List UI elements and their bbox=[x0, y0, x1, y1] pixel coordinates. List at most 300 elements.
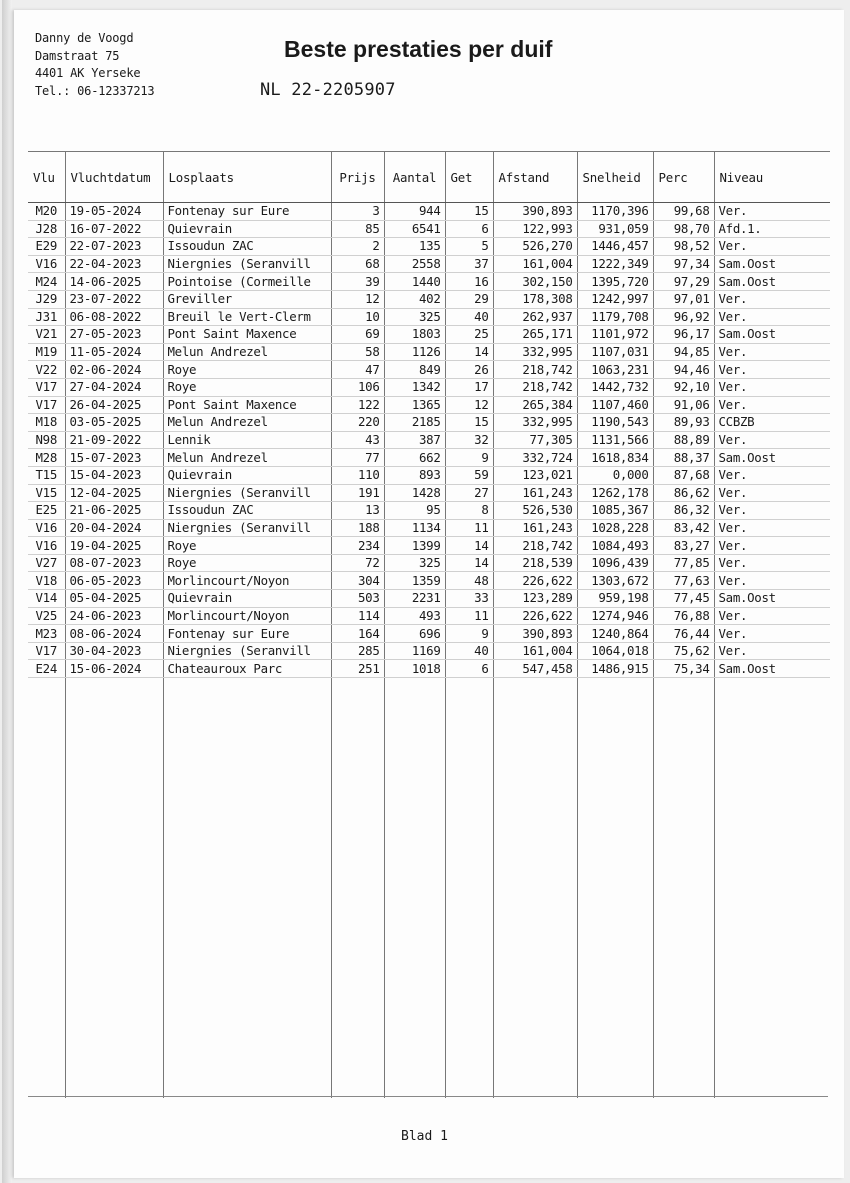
cell-vluchtdatum: 03-05-2025 bbox=[65, 414, 163, 432]
cell-niveau: Sam.Oost bbox=[714, 255, 830, 273]
cell-afstand: 226,622 bbox=[493, 607, 577, 625]
cell-prijs: 285 bbox=[331, 642, 384, 660]
owner-address-block bbox=[35, 30, 154, 100]
table-row bbox=[28, 554, 830, 572]
cell-prijs: 12 bbox=[331, 290, 384, 308]
cell-get: 11 bbox=[445, 607, 493, 625]
cell-losplaats: Breuil le Vert-Clerm bbox=[163, 308, 331, 326]
cell-perc: 91,06 bbox=[653, 396, 714, 414]
cell-snelheid: 1274,946 bbox=[577, 607, 653, 625]
empty-cell bbox=[577, 678, 653, 1099]
column-header-losplaats: Losplaats bbox=[163, 152, 331, 203]
cell-vluchtdatum: 16-07-2022 bbox=[65, 220, 163, 238]
cell-aantal: 849 bbox=[384, 361, 445, 379]
empty-cell bbox=[28, 678, 65, 1099]
cell-niveau: Sam.Oost bbox=[714, 660, 830, 678]
cell-vlu: E29 bbox=[28, 238, 65, 256]
cell-losplaats: Roye bbox=[163, 537, 331, 555]
table-row bbox=[28, 537, 830, 555]
table-row bbox=[28, 572, 830, 590]
table-row bbox=[28, 660, 830, 678]
cell-afstand: 390,893 bbox=[493, 203, 577, 221]
cell-get: 40 bbox=[445, 308, 493, 326]
cell-snelheid: 1446,457 bbox=[577, 238, 653, 256]
cell-aantal: 893 bbox=[384, 466, 445, 484]
cell-niveau: Ver. bbox=[714, 378, 830, 396]
cell-niveau: Sam.Oost bbox=[714, 590, 830, 608]
cell-snelheid: 959,198 bbox=[577, 590, 653, 608]
cell-afstand: 332,724 bbox=[493, 449, 577, 467]
cell-losplaats: Roye bbox=[163, 378, 331, 396]
cell-snelheid: 1222,349 bbox=[577, 255, 653, 273]
cell-losplaats: Fontenay sur Eure bbox=[163, 203, 331, 221]
cell-vlu: T15 bbox=[28, 466, 65, 484]
cell-prijs: 47 bbox=[331, 361, 384, 379]
owner-street: Damstraat 75 bbox=[35, 48, 120, 63]
cell-vluchtdatum: 15-07-2023 bbox=[65, 449, 163, 467]
cell-vlu: V17 bbox=[28, 642, 65, 660]
cell-losplaats: Pont Saint Maxence bbox=[163, 396, 331, 414]
table-row bbox=[28, 238, 830, 256]
cell-losplaats: Niergnies (Seranvill bbox=[163, 642, 331, 660]
cell-snelheid: 1063,231 bbox=[577, 361, 653, 379]
cell-get: 40 bbox=[445, 642, 493, 660]
cell-get: 29 bbox=[445, 290, 493, 308]
cell-prijs: 69 bbox=[331, 326, 384, 344]
cell-losplaats: Niergnies (Seranvill bbox=[163, 255, 331, 273]
cell-niveau: Ver. bbox=[714, 484, 830, 502]
empty-cell bbox=[714, 678, 830, 1099]
cell-vluchtdatum: 21-06-2025 bbox=[65, 502, 163, 520]
table-row bbox=[28, 607, 830, 625]
cell-get: 15 bbox=[445, 203, 493, 221]
cell-afstand: 218,742 bbox=[493, 378, 577, 396]
cell-get: 27 bbox=[445, 484, 493, 502]
table-row bbox=[28, 466, 830, 484]
cell-afstand: 161,243 bbox=[493, 484, 577, 502]
cell-aantal: 1134 bbox=[384, 519, 445, 537]
cell-perc: 89,93 bbox=[653, 414, 714, 432]
cell-afstand: 218,742 bbox=[493, 361, 577, 379]
cell-afstand: 547,458 bbox=[493, 660, 577, 678]
cell-snelheid: 1107,031 bbox=[577, 343, 653, 361]
cell-niveau: Ver. bbox=[714, 572, 830, 590]
empty-cell bbox=[445, 678, 493, 1099]
cell-prijs: 85 bbox=[331, 220, 384, 238]
cell-get: 48 bbox=[445, 572, 493, 590]
cell-niveau: CCBZB bbox=[714, 414, 830, 432]
cell-afstand: 262,937 bbox=[493, 308, 577, 326]
empty-cell bbox=[493, 678, 577, 1099]
table-row bbox=[28, 308, 830, 326]
cell-vluchtdatum: 15-04-2023 bbox=[65, 466, 163, 484]
cell-vlu: M18 bbox=[28, 414, 65, 432]
cell-prijs: 3 bbox=[331, 203, 384, 221]
cell-afstand: 178,308 bbox=[493, 290, 577, 308]
cell-vluchtdatum: 20-04-2024 bbox=[65, 519, 163, 537]
table-empty-area bbox=[28, 678, 830, 1099]
table-row bbox=[28, 431, 830, 449]
cell-afstand: 390,893 bbox=[493, 625, 577, 643]
empty-cell bbox=[653, 678, 714, 1099]
cell-vluchtdatum: 23-07-2022 bbox=[65, 290, 163, 308]
cell-vluchtdatum: 12-04-2025 bbox=[65, 484, 163, 502]
cell-vlu: V16 bbox=[28, 519, 65, 537]
table-row bbox=[28, 484, 830, 502]
cell-prijs: 122 bbox=[331, 396, 384, 414]
cell-afstand: 123,021 bbox=[493, 466, 577, 484]
cell-prijs: 191 bbox=[331, 484, 384, 502]
cell-perc: 98,70 bbox=[653, 220, 714, 238]
cell-niveau: Ver. bbox=[714, 290, 830, 308]
cell-aantal: 696 bbox=[384, 625, 445, 643]
table-row bbox=[28, 361, 830, 379]
cell-perc: 76,88 bbox=[653, 607, 714, 625]
cell-aantal: 135 bbox=[384, 238, 445, 256]
column-header-afstand: Afstand bbox=[493, 152, 577, 203]
table-row bbox=[28, 273, 830, 291]
cell-get: 25 bbox=[445, 326, 493, 344]
cell-afstand: 218,742 bbox=[493, 537, 577, 555]
cell-prijs: 234 bbox=[331, 537, 384, 555]
page-title: Beste prestaties per duif bbox=[284, 36, 553, 62]
cell-prijs: 77 bbox=[331, 449, 384, 467]
cell-perc: 94,46 bbox=[653, 361, 714, 379]
column-header-perc: Perc bbox=[653, 152, 714, 203]
cell-niveau: Ver. bbox=[714, 361, 830, 379]
cell-losplaats: Morlincourt/Noyon bbox=[163, 607, 331, 625]
cell-perc: 86,62 bbox=[653, 484, 714, 502]
cell-snelheid: 1240,864 bbox=[577, 625, 653, 643]
owner-phone: Tel.: 06-12337213 bbox=[35, 83, 155, 98]
cell-losplaats: Melun Andrezel bbox=[163, 414, 331, 432]
column-header-vluchtdatum: Vluchtdatum bbox=[65, 152, 163, 203]
cell-vluchtdatum: 06-08-2022 bbox=[65, 308, 163, 326]
cell-niveau: Ver. bbox=[714, 519, 830, 537]
table-row bbox=[28, 203, 830, 221]
table-row bbox=[28, 326, 830, 344]
cell-losplaats: Issoudun ZAC bbox=[163, 502, 331, 520]
cell-get: 6 bbox=[445, 660, 493, 678]
cell-afstand: 77,305 bbox=[493, 431, 577, 449]
cell-losplaats: Melun Andrezel bbox=[163, 449, 331, 467]
cell-losplaats: Roye bbox=[163, 361, 331, 379]
cell-niveau: Ver. bbox=[714, 466, 830, 484]
cell-get: 14 bbox=[445, 554, 493, 572]
cell-snelheid: 1064,018 bbox=[577, 642, 653, 660]
cell-snelheid: 1442,732 bbox=[577, 378, 653, 396]
cell-losplaats: Pont Saint Maxence bbox=[163, 326, 331, 344]
cell-perc: 97,29 bbox=[653, 273, 714, 291]
cell-vlu: J29 bbox=[28, 290, 65, 308]
cell-snelheid: 1179,708 bbox=[577, 308, 653, 326]
cell-vlu: V25 bbox=[28, 607, 65, 625]
cell-afstand: 265,384 bbox=[493, 396, 577, 414]
cell-prijs: 503 bbox=[331, 590, 384, 608]
cell-snelheid: 1395,720 bbox=[577, 273, 653, 291]
cell-aantal: 493 bbox=[384, 607, 445, 625]
cell-snelheid: 1028,228 bbox=[577, 519, 653, 537]
cell-vluchtdatum: 15-06-2024 bbox=[65, 660, 163, 678]
cell-afstand: 302,150 bbox=[493, 273, 577, 291]
cell-get: 26 bbox=[445, 361, 493, 379]
cell-losplaats: Fontenay sur Eure bbox=[163, 625, 331, 643]
column-header-snelheid: Snelheid bbox=[577, 152, 653, 203]
cell-perc: 76,44 bbox=[653, 625, 714, 643]
cell-vluchtdatum: 08-07-2023 bbox=[65, 554, 163, 572]
cell-niveau: Ver. bbox=[714, 502, 830, 520]
table-row bbox=[28, 414, 830, 432]
cell-afstand: 161,004 bbox=[493, 255, 577, 273]
cell-niveau: Ver. bbox=[714, 238, 830, 256]
cell-snelheid: 1262,178 bbox=[577, 484, 653, 502]
cell-perc: 77,63 bbox=[653, 572, 714, 590]
cell-niveau: Ver. bbox=[714, 308, 830, 326]
cell-prijs: 164 bbox=[331, 625, 384, 643]
column-header-vlu: Vlu bbox=[28, 152, 65, 203]
cell-prijs: 220 bbox=[331, 414, 384, 432]
cell-losplaats: Melun Andrezel bbox=[163, 343, 331, 361]
cell-vlu: V21 bbox=[28, 326, 65, 344]
cell-losplaats: Roye bbox=[163, 554, 331, 572]
cell-prijs: 10 bbox=[331, 308, 384, 326]
cell-niveau: Ver. bbox=[714, 537, 830, 555]
cell-afstand: 332,995 bbox=[493, 343, 577, 361]
cell-perc: 77,85 bbox=[653, 554, 714, 572]
cell-aantal: 2231 bbox=[384, 590, 445, 608]
cell-afstand: 526,530 bbox=[493, 502, 577, 520]
empty-cell bbox=[331, 678, 384, 1099]
cell-vlu: E24 bbox=[28, 660, 65, 678]
cell-prijs: 68 bbox=[331, 255, 384, 273]
cell-snelheid: 1242,997 bbox=[577, 290, 653, 308]
cell-get: 11 bbox=[445, 519, 493, 537]
cell-vlu: V15 bbox=[28, 484, 65, 502]
cell-vlu: V14 bbox=[28, 590, 65, 608]
cell-snelheid: 1486,915 bbox=[577, 660, 653, 678]
cell-niveau: Ver. bbox=[714, 642, 830, 660]
table-row bbox=[28, 642, 830, 660]
cell-afstand: 332,995 bbox=[493, 414, 577, 432]
cell-aantal: 1342 bbox=[384, 378, 445, 396]
cell-vluchtdatum: 26-04-2025 bbox=[65, 396, 163, 414]
cell-vlu: M28 bbox=[28, 449, 65, 467]
cell-prijs: 58 bbox=[331, 343, 384, 361]
cell-snelheid: 1107,460 bbox=[577, 396, 653, 414]
cell-get: 9 bbox=[445, 625, 493, 643]
cell-aantal: 402 bbox=[384, 290, 445, 308]
ring-number: NL 22-2205907 bbox=[260, 80, 396, 100]
cell-vlu: M19 bbox=[28, 343, 65, 361]
cell-prijs: 13 bbox=[331, 502, 384, 520]
cell-vluchtdatum: 22-07-2023 bbox=[65, 238, 163, 256]
cell-get: 9 bbox=[445, 449, 493, 467]
cell-get: 14 bbox=[445, 343, 493, 361]
cell-vluchtdatum: 19-05-2024 bbox=[65, 203, 163, 221]
cell-perc: 83,27 bbox=[653, 537, 714, 555]
table-row bbox=[28, 590, 830, 608]
cell-aantal: 662 bbox=[384, 449, 445, 467]
cell-vluchtdatum: 24-06-2023 bbox=[65, 607, 163, 625]
cell-get: 59 bbox=[445, 466, 493, 484]
cell-snelheid: 1190,543 bbox=[577, 414, 653, 432]
cell-aantal: 1399 bbox=[384, 537, 445, 555]
cell-aantal: 325 bbox=[384, 308, 445, 326]
cell-vlu: E25 bbox=[28, 502, 65, 520]
cell-snelheid: 1096,439 bbox=[577, 554, 653, 572]
cell-snelheid: 1084,493 bbox=[577, 537, 653, 555]
cell-vluchtdatum: 30-04-2023 bbox=[65, 642, 163, 660]
cell-vlu: N98 bbox=[28, 431, 65, 449]
cell-perc: 88,37 bbox=[653, 449, 714, 467]
cell-vluchtdatum: 27-05-2023 bbox=[65, 326, 163, 344]
column-header-get: Get bbox=[445, 152, 493, 203]
column-header-niveau: Niveau bbox=[714, 152, 830, 203]
cell-losplaats: Niergnies (Seranvill bbox=[163, 519, 331, 537]
cell-perc: 99,68 bbox=[653, 203, 714, 221]
cell-perc: 77,45 bbox=[653, 590, 714, 608]
cell-vlu: V17 bbox=[28, 396, 65, 414]
cell-niveau: Ver. bbox=[714, 431, 830, 449]
cell-vlu: M24 bbox=[28, 273, 65, 291]
table-row bbox=[28, 449, 830, 467]
cell-aantal: 95 bbox=[384, 502, 445, 520]
cell-get: 15 bbox=[445, 414, 493, 432]
cell-niveau: Sam.Oost bbox=[714, 449, 830, 467]
cell-niveau: Sam.Oost bbox=[714, 273, 830, 291]
cell-losplaats: Quievrain bbox=[163, 466, 331, 484]
cell-snelheid: 1303,672 bbox=[577, 572, 653, 590]
page-number: Blad 1 bbox=[401, 1129, 448, 1144]
cell-losplaats: Greviller bbox=[163, 290, 331, 308]
cell-get: 8 bbox=[445, 502, 493, 520]
cell-aantal: 2185 bbox=[384, 414, 445, 432]
table-row bbox=[28, 396, 830, 414]
cell-aantal: 387 bbox=[384, 431, 445, 449]
cell-perc: 94,85 bbox=[653, 343, 714, 361]
cell-afstand: 526,270 bbox=[493, 238, 577, 256]
cell-aantal: 325 bbox=[384, 554, 445, 572]
empty-cell bbox=[163, 678, 331, 1099]
cell-prijs: 110 bbox=[331, 466, 384, 484]
cell-vlu: V16 bbox=[28, 255, 65, 273]
cell-aantal: 6541 bbox=[384, 220, 445, 238]
cell-snelheid: 1131,566 bbox=[577, 431, 653, 449]
cell-vluchtdatum: 21-09-2022 bbox=[65, 431, 163, 449]
cell-perc: 96,17 bbox=[653, 326, 714, 344]
cell-afstand: 218,539 bbox=[493, 554, 577, 572]
cell-vlu: V16 bbox=[28, 537, 65, 555]
cell-aantal: 1803 bbox=[384, 326, 445, 344]
cell-losplaats: Quievrain bbox=[163, 220, 331, 238]
cell-afstand: 122,993 bbox=[493, 220, 577, 238]
cell-get: 16 bbox=[445, 273, 493, 291]
cell-perc: 86,32 bbox=[653, 502, 714, 520]
cell-afstand: 161,243 bbox=[493, 519, 577, 537]
cell-niveau: Ver. bbox=[714, 554, 830, 572]
owner-name: Danny de Voogd bbox=[35, 31, 134, 45]
cell-prijs: 188 bbox=[331, 519, 384, 537]
cell-get: 37 bbox=[445, 255, 493, 273]
cell-losplaats: Lennik bbox=[163, 431, 331, 449]
table-body bbox=[28, 203, 830, 1099]
cell-snelheid: 1085,367 bbox=[577, 502, 653, 520]
cell-snelheid: 1618,834 bbox=[577, 449, 653, 467]
cell-vlu: J31 bbox=[28, 308, 65, 326]
cell-vluchtdatum: 02-06-2024 bbox=[65, 361, 163, 379]
cell-get: 6 bbox=[445, 220, 493, 238]
cell-vlu: V22 bbox=[28, 361, 65, 379]
table-row bbox=[28, 378, 830, 396]
cell-snelheid: 1101,972 bbox=[577, 326, 653, 344]
bottom-divider bbox=[28, 1096, 828, 1097]
cell-losplaats: Pointoise (Cormeille bbox=[163, 273, 331, 291]
cell-niveau: Afd.1. bbox=[714, 220, 830, 238]
cell-aantal: 1440 bbox=[384, 273, 445, 291]
cell-get: 32 bbox=[445, 431, 493, 449]
cell-vlu: V17 bbox=[28, 378, 65, 396]
table-row bbox=[28, 290, 830, 308]
cell-aantal: 1365 bbox=[384, 396, 445, 414]
cell-afstand: 226,622 bbox=[493, 572, 577, 590]
cell-perc: 92,10 bbox=[653, 378, 714, 396]
cell-niveau: Sam.Oost bbox=[714, 326, 830, 344]
empty-cell bbox=[384, 678, 445, 1099]
cell-get: 17 bbox=[445, 378, 493, 396]
cell-vluchtdatum: 27-04-2024 bbox=[65, 378, 163, 396]
cell-get: 12 bbox=[445, 396, 493, 414]
cell-aantal: 2558 bbox=[384, 255, 445, 273]
cell-afstand: 123,289 bbox=[493, 590, 577, 608]
cell-perc: 75,34 bbox=[653, 660, 714, 678]
cell-niveau: Ver. bbox=[714, 203, 830, 221]
cell-aantal: 1169 bbox=[384, 642, 445, 660]
cell-vlu: M20 bbox=[28, 203, 65, 221]
cell-get: 14 bbox=[445, 537, 493, 555]
cell-snelheid: 0,000 bbox=[577, 466, 653, 484]
cell-niveau: Ver. bbox=[714, 625, 830, 643]
table-row bbox=[28, 502, 830, 520]
cell-vluchtdatum: 22-04-2023 bbox=[65, 255, 163, 273]
empty-cell bbox=[65, 678, 163, 1099]
results-table bbox=[28, 151, 830, 1098]
cell-prijs: 114 bbox=[331, 607, 384, 625]
cell-vlu: V27 bbox=[28, 554, 65, 572]
cell-get: 5 bbox=[445, 238, 493, 256]
cell-prijs: 251 bbox=[331, 660, 384, 678]
column-header-prijs: Prijs bbox=[331, 152, 384, 203]
table-row bbox=[28, 625, 830, 643]
cell-vluchtdatum: 08-06-2024 bbox=[65, 625, 163, 643]
cell-perc: 75,62 bbox=[653, 642, 714, 660]
cell-niveau: Ver. bbox=[714, 396, 830, 414]
cell-get: 33 bbox=[445, 590, 493, 608]
cell-niveau: Ver. bbox=[714, 343, 830, 361]
table-row bbox=[28, 220, 830, 238]
page-edge-shadow bbox=[2, 0, 12, 1183]
owner-city: 4401 AK Yerseke bbox=[35, 66, 141, 80]
cell-prijs: 43 bbox=[331, 431, 384, 449]
cell-niveau: Ver. bbox=[714, 607, 830, 625]
cell-vluchtdatum: 05-04-2025 bbox=[65, 590, 163, 608]
cell-perc: 98,52 bbox=[653, 238, 714, 256]
cell-snelheid: 931,059 bbox=[577, 220, 653, 238]
cell-vlu: V18 bbox=[28, 572, 65, 590]
cell-prijs: 304 bbox=[331, 572, 384, 590]
cell-aantal: 1428 bbox=[384, 484, 445, 502]
cell-perc: 83,42 bbox=[653, 519, 714, 537]
cell-perc: 97,34 bbox=[653, 255, 714, 273]
